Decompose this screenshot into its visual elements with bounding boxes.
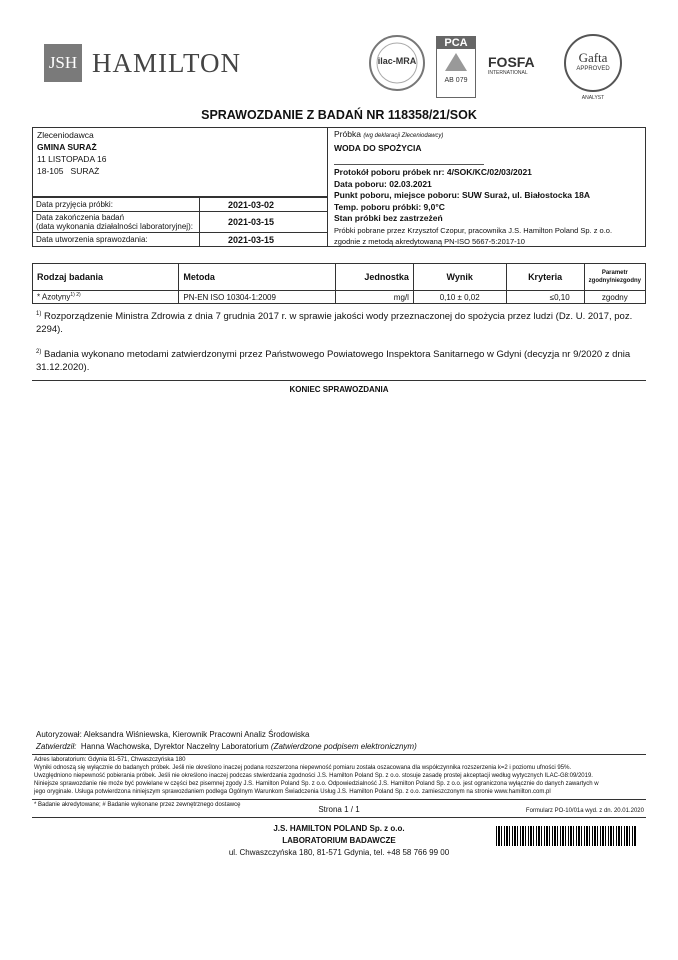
ilac-mra-logo xyxy=(368,34,426,92)
table-row xyxy=(33,291,646,304)
date-received-label: Data przyjęcia próbki: xyxy=(33,198,200,212)
report-title: SPRAWOZDANIE Z BADAŃ NR 118358/21/SOK xyxy=(201,108,477,122)
footnote-2-text: Badania wykonano metodami zatwierdzonymi przez Państwowego Powiatowego Inspektora Sanitarnego w Gdyni (decyzja nr 9/2020 z dnia 31.12.2020). xyxy=(36,349,631,374)
result-criteria: ≤0,10 xyxy=(506,291,584,304)
approved-label: Zatwierdził: xyxy=(36,742,77,751)
disclaimer-line: Adres laboratorium: Gdynia 81-571, Chwaszczyńska 180 xyxy=(34,757,186,763)
sample-note-1: Próbki pobrane przez Krzysztof Czopur, pracownika J.S. Hamilton Poland Sp. z o.o. xyxy=(334,225,613,235)
company-name: J.S. HAMILTON POLAND Sp. z o.o. xyxy=(273,824,405,833)
result-method: PN-EN ISO 10304-1:2009 xyxy=(179,291,335,304)
date-created-label: Data utworzenia sprawozdania: xyxy=(33,233,200,247)
approved-name: Hanna Wachowska, Dyrektor Naczelny Laboratorium xyxy=(80,742,269,751)
form-id: Formularz PO-10/01a wyd. z dn. 20.01.2020 xyxy=(525,808,644,814)
authorized-label: Autoryzował: xyxy=(36,730,82,739)
pca-number: AB 079 xyxy=(444,77,468,84)
disclaimer-line: Wyniki odnoszą się wyłącznie do badanych próbek. Jeśli nie określono inaczej podana rozszerzona niepewność pomiaru została oszacowana dla współczynnika rozszerzenia k=2 i poziomu ufności 95%. xyxy=(34,765,572,771)
sample-note-2: zgodnie z metodą akredytowaną PN-ISO 5667-5:2017-10 xyxy=(334,237,525,246)
col-header-param-2: zgodny/niezgodny xyxy=(588,278,641,284)
pca-label: PCA xyxy=(437,37,475,49)
sample-label: Próbka xyxy=(334,129,361,139)
date-received-value: 2021-03-02 xyxy=(200,198,328,212)
footnote-2 xyxy=(36,346,646,374)
disclaimer-line: Uwzględniono niepewność pobierania próbek. Jeśli nie określono inaczej podczas stwierdzania zgodności J.S. Hamilton Poland Sp. z o.o. stosuje zasadę prostej akceptacji według wytycznych ILAC-G8:09/2019. xyxy=(34,773,593,779)
sample-name: WODA DO SPOŻYCIA xyxy=(334,142,422,153)
disclaimer-line: jego oryginale. Usługa potwierdzona niniejszym sprawozdaniem podlega Ogólnym Warunkom Świadczenia Usług J.S. Hamilton Poland Sp. z o.o. zamieszczonym na stronie www.hamilton.com.pl xyxy=(34,789,551,795)
disclaimer-divider xyxy=(32,754,646,755)
date-created-value: 2021-03-15 xyxy=(200,233,328,247)
logo-mark: JSH xyxy=(44,44,82,82)
sample-divider xyxy=(334,164,484,165)
client-address-1: 11 LISTOPADA 16 xyxy=(37,154,107,164)
company-address: ul. Chwaszczyńska 180, 81-571 Gdynia, tel. +48 58 766 99 00 xyxy=(228,848,450,857)
result-test-name xyxy=(33,291,179,304)
footnote-1 xyxy=(36,308,646,336)
date-completed-label xyxy=(33,212,200,233)
end-label: KONIEC SPRAWOZDANIA xyxy=(289,385,389,394)
gafta-logo xyxy=(562,32,624,101)
col-header-method: Metoda xyxy=(179,264,335,291)
sample-temp: Temp. poboru próbki: 9,0°C xyxy=(334,201,445,212)
end-divider xyxy=(32,380,646,381)
logo-text: HAMILTON xyxy=(92,48,242,78)
footnote-1-text: Rozporządzenie Ministra Zdrowia z dnia 7 grudnia 2017 r. w sprawie jakości wody przeznaczonej do spożycia przez ludzi (Dz. U. 2017, poz. 2294). xyxy=(36,311,633,336)
disclaimer xyxy=(34,756,646,796)
date-row xyxy=(33,198,328,212)
fosfa-logo: FOSFA xyxy=(488,54,535,70)
disclaimer-line: Niniejsze sprawozdanie nie może być powielane w części bez pisemnej zgody J.S. Hamilton Poland Sp. z o.o. Odpowiedzialność J.S. Hamilton Poland Sp. z o.o. jest ograniczona wyłącznie do danych zawartych w xyxy=(34,781,599,787)
result-test-label: * Azotyny xyxy=(37,292,71,302)
client-address-2: 18-105 SURAŻ xyxy=(37,166,100,176)
client-name: GMINA SURAŻ xyxy=(37,142,97,152)
sample-state: Stan próbki bez zastrzeżeń xyxy=(334,213,443,223)
sample-label-note: (wg deklaracji Zleceniodawcy) xyxy=(363,133,444,139)
result-test-sup: 1) 2) xyxy=(70,292,81,299)
sample-point: Punkt poboru, miejsce poboru: SUW Suraż, ul. Białostocka 18A xyxy=(334,190,590,200)
approved-note: (Zatwierdzone podpisem elektronicznym) xyxy=(270,742,417,751)
date-row xyxy=(33,233,328,247)
client-label: Zleceniodawca xyxy=(37,130,94,140)
date-completed-label-1: Data zakończenia badań xyxy=(36,213,125,222)
gafta-label: Gafta xyxy=(578,50,608,65)
sample-box xyxy=(328,127,646,247)
col-header-criteria: Kryteria xyxy=(506,264,584,291)
result-value: 0,10 ± 0,02 xyxy=(413,291,506,304)
pca-logo xyxy=(436,36,476,98)
date-completed-label-2: (data wykonania działalności laboratoryjnej): xyxy=(36,222,193,231)
date-completed-value: 2021-03-15 xyxy=(200,212,328,233)
client-box xyxy=(32,127,328,197)
col-header-result: Wynik xyxy=(413,264,506,291)
signatures xyxy=(36,729,417,753)
col-header-unit: Jednostka xyxy=(335,264,413,291)
dates-table xyxy=(32,197,328,247)
gafta-sub: APPROVED xyxy=(576,66,610,72)
col-header-param-1: Parametr xyxy=(601,270,628,276)
company-divider xyxy=(32,817,646,818)
footnote-2-sup: 2) xyxy=(36,349,42,355)
company-lab: LABORATORIUM BADAWCZE xyxy=(282,836,396,845)
barcode xyxy=(496,826,636,846)
col-header-test: Rodzaj badania xyxy=(33,264,179,291)
fosfa-sub: INTERNATIONAL xyxy=(488,70,528,76)
gafta-analyst: ANALYST xyxy=(581,95,605,101)
results-header-row xyxy=(33,264,646,291)
results-table xyxy=(32,263,646,304)
col-header-param xyxy=(584,264,645,291)
legend-divider xyxy=(32,799,646,800)
legend: * Badanie akredytowane; # Badanie wykonane przez zewnętrznego dostawcę xyxy=(34,802,241,808)
page-number: Strona 1 / 1 xyxy=(318,805,360,814)
ilac-label: ilac-MRA xyxy=(377,56,417,66)
footnote-1-sup: 1) xyxy=(36,311,42,317)
result-param: zgodny xyxy=(584,291,645,304)
sample-date: Data poboru: 02.03.2021 xyxy=(334,178,432,189)
date-row xyxy=(33,212,328,233)
authorized-name: Aleksandra Wiśniewska, Kierownik Pracowni Analiz Środowiska xyxy=(83,730,310,739)
result-unit: mg/l xyxy=(335,291,413,304)
sample-protocol: Protokół poboru próbek nr: 4/SOK/KC/02/03/2021 xyxy=(334,167,532,177)
